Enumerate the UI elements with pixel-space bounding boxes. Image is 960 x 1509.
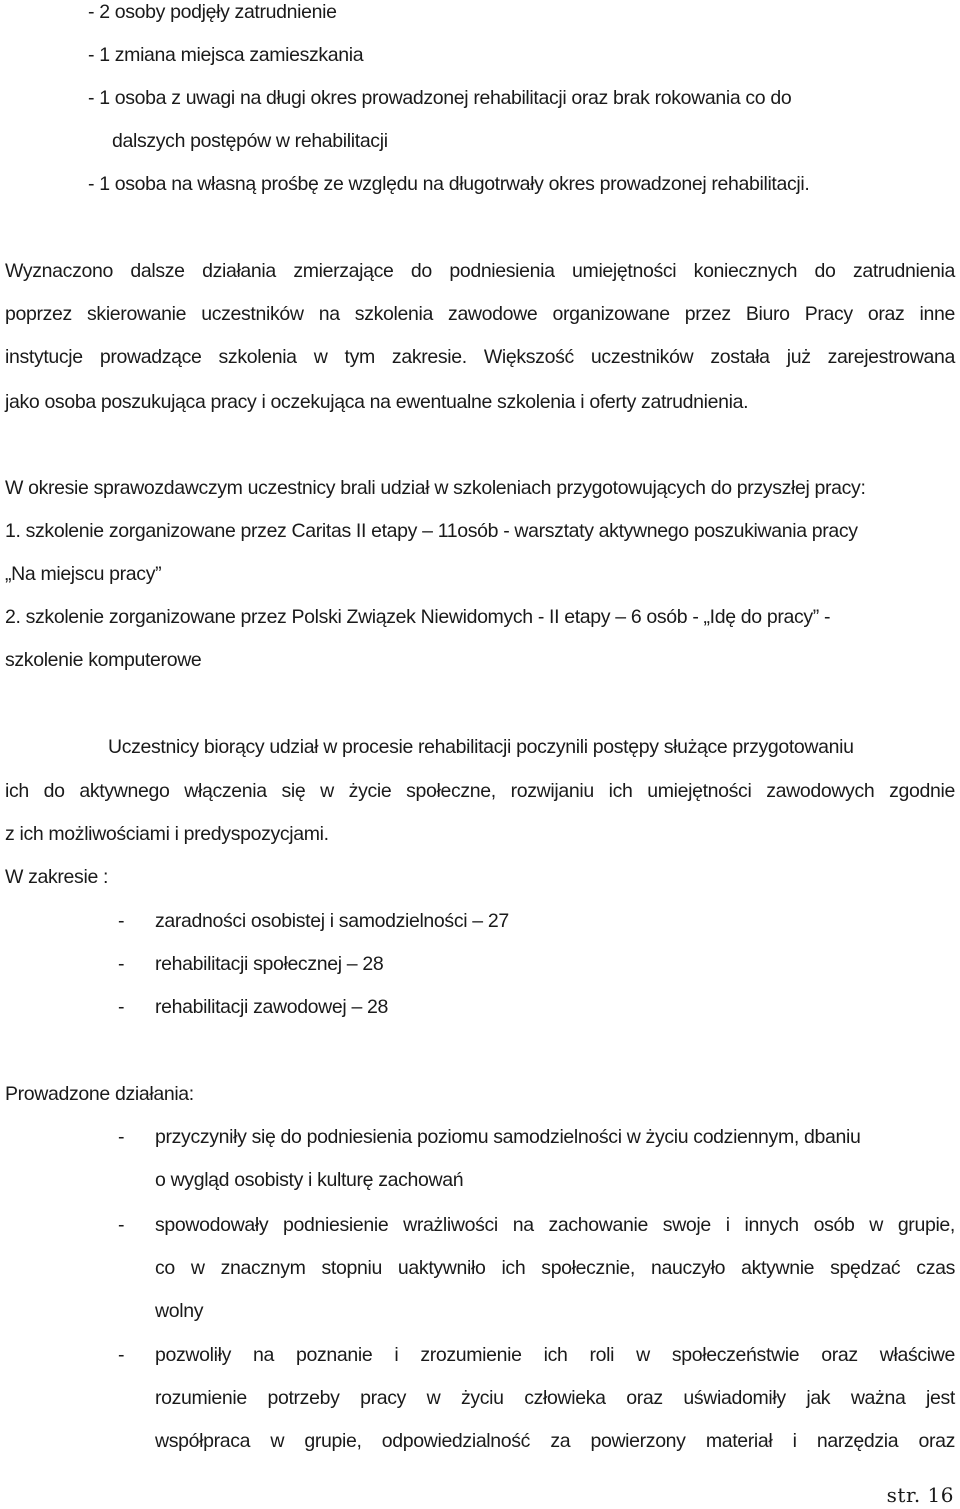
bullet-dash: -: [118, 1126, 125, 1148]
list-item: - 1 osoba na własną prośbę ze względu na długotrwały okres prowadzonej rehabilitacji.: [88, 173, 810, 195]
bullet-dash: -: [118, 1344, 125, 1366]
section-heading: W zakresie :: [5, 866, 109, 888]
list-item: zaradności osobistej i samodzielności – 27: [155, 910, 509, 932]
list-item-continuation: o wygląd osobisty i kulturę zachowań: [155, 1169, 464, 1191]
paragraph-line: z ich możliwościami i predyspozycjami.: [5, 823, 329, 845]
bullet-dash: -: [118, 910, 125, 932]
training-item-title: „Na miejscu pracy”: [5, 563, 162, 585]
training-item-title: szkolenie komputerowe: [5, 649, 202, 671]
list-item-continuation: dalszych postępów w rehabilitacji: [112, 130, 388, 152]
paragraph-line: ich do aktywnego włączenia się w życie społeczne, rozwijaniu ich umiejętności zawodowych zgodnie: [5, 780, 955, 802]
training-item: 2. szkolenie zorganizowane przez Polski Związek Niewidomych - II etapy – 6 osób - „Idę do pracy” -: [5, 606, 831, 628]
paragraph-line: Wyznaczono dalsze działania zmierzające do podniesienia umiejętności koniecznych do zatrudnienia: [5, 260, 955, 282]
paragraph-line: poprzez skierowanie uczestników na szkolenia zawodowe organizowane przez Biuro Pracy oraz inne: [5, 303, 955, 325]
list-item-continuation: współpraca w grupie, odpowiedzialność za powierzony materiał i narzędzia oraz: [155, 1430, 955, 1452]
list-item: przyczyniły się do podniesienia poziomu samodzielności w życiu codziennym, dbaniu: [155, 1126, 861, 1148]
list-item: rehabilitacji zawodowej – 28: [155, 996, 389, 1018]
list-item-continuation: co w znacznym stopniu uaktywniło ich społecznie, nauczyło aktywnie spędzać czas: [155, 1257, 955, 1279]
list-item: - 1 osoba z uwagi na długi okres prowadzonej rehabilitacji oraz brak rokowania co do: [88, 87, 792, 109]
bullet-dash: -: [118, 953, 125, 975]
paragraph-line: jako osoba poszukująca pracy i oczekująca na ewentualne szkolenia i oferty zatrudnienia.: [5, 391, 749, 413]
section-heading: Prowadzone działania:: [5, 1083, 194, 1105]
list-item: - 1 zmiana miejsca zamieszkania: [88, 44, 364, 66]
list-item-continuation: wolny: [155, 1300, 204, 1322]
bullet-dash: -: [118, 1214, 125, 1236]
paragraph-line: instytucje prowadzące szkolenia w tym zakresie. Większość uczestników została już zarejestrowana: [5, 346, 955, 368]
training-item: 1. szkolenie zorganizowane przez Caritas II etapy – 11osób - warsztaty aktywnego poszukiwania pracy: [5, 520, 858, 542]
list-item: - 2 osoby podjęły zatrudnienie: [88, 1, 337, 23]
list-item: pozwoliły na poznanie i zrozumienie ich roli w społeczeństwie oraz właściwe: [155, 1344, 955, 1366]
list-item: spowodowały podniesienie wrażliwości na zachowanie swoje i innych osób w grupie,: [155, 1214, 955, 1236]
page-number: str. 16: [886, 1483, 954, 1507]
bullet-dash: -: [118, 996, 125, 1018]
paragraph-line: Uczestnicy biorący udział w procesie rehabilitacji poczynili postępy służące przygotowaniu: [108, 736, 854, 758]
list-item: rehabilitacji społecznej – 28: [155, 953, 384, 975]
list-item-continuation: rozumienie potrzeby pracy w życiu człowieka oraz uświadomiły jak ważna jest: [155, 1387, 955, 1409]
paragraph-line: W okresie sprawozdawczym uczestnicy brali udział w szkoleniach przygotowujących do przyszłej pracy:: [5, 477, 866, 499]
